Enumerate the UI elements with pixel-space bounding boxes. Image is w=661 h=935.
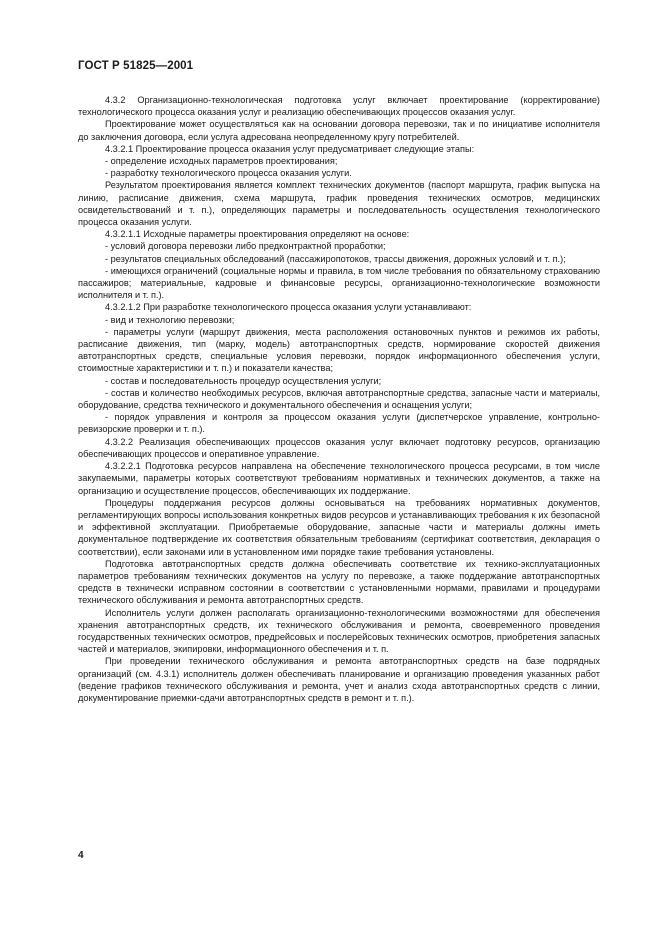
paragraph-4-3-2-2: 4.3.2.2 Реализация обеспечивающих процессов оказания услуг включает подготовку ресурсов, организацию обеспечивающих процессов и оперативное управление.: [78, 436, 600, 459]
list-item: - результатов специальных обследований (пассажиропотоков, трассы движения, дорожных условий и т. п.);: [105, 253, 566, 264]
paragraph: Исполнитель услуги должен располагать организационно-технологическими возможностями для обеспечения хранения автотранспортных средств, их технического обслуживания и ремонта, своевременного проведения государственных технических осмотров, предрейсовых и послерейсовых технических осмотров, приобретения запасных частей и материалов, экипировки, информационного обеспечения и т. п.: [78, 607, 600, 655]
paragraph: При проведении технического обслуживания и ремонта автотранспортных средств на базе подрядных организаций (см. 4.3.1) исполнитель должен обеспечивать планирование и организацию проведения указанных работ (ведение графиков технического обслуживания и ремонта, учет и анализ схода автотранспортных средств с линии, документирование приемки-сдачи автотранспортных средств в ремонт и т. п.).: [78, 656, 600, 703]
paragraph-4-3-2: 4.3.2 Организационно-технологическая подготовка услуг включает проектирование (корректирование) технологического процесса оказания услуг и реализацию обеспечивающих процессов оказания услуг.: [78, 95, 600, 118]
list-item: - условий договора перевозки либо предконтрактной проработки;: [105, 241, 386, 252]
document-body: [78, 94, 600, 704]
paragraph: Подготовка автотранспортных средств должна обеспечивать соответствие их технико-эксплуатационных параметров требованиям технических документов на услугу по перевозке, а также поддержание автотранспортных средств в технически исправном состоянии в соответствии с установленными нормами, правилами и процедурами технического обслуживания и ремонта автотранспортных средств.: [78, 558, 600, 606]
list-item: - параметры услуги (маршрут движения, места расположения остановочных пунктов и режимов их работы, расписание движения, тип (марку, модель) автотранспортных средств, нормирование скоростей движения автотранспортных средств, специальные условия перевозки, порядок информационного обеспечения услуги, стоимостные характеристики и т. п.) и показатели качества;: [78, 326, 600, 374]
list-item: - разработку технологического процесса оказания услуги.: [105, 168, 352, 179]
document-header: ГОСТ Р 51825—2001: [78, 60, 194, 72]
paragraph: Процедуры поддержания ресурсов должны основываться на требованиях нормативных документов, регламентирующих вопросы использования конкретных видов ресурсов и устанавливающих требования к их безопасной и эффективной эксплуатации. Приобретаемые оборудование, запасные части и материалы должны иметь документальное подтверждение их соответствия обязательным требованиям (сертификат соответствия, декларация о соответствии), если законами или в установленном ими порядке такие требования установлены.: [78, 497, 600, 557]
paragraph-4-3-2-2-1: 4.3.2.2.1 Подготовка ресурсов направлена на обеспечение технологического процесса ресурсами, в том числе закупаемыми, параметры которых соответствуют требованиям нормативных и технических документов, а также на организацию и осуществление процессов, обеспечивающих их поддержание.: [78, 461, 600, 496]
paragraph-4-3-2-1: 4.3.2.1 Проектирование процесса оказания услуг предусматривает следующие этапы:: [105, 143, 475, 154]
list-item: - вид и технологию перевозки;: [105, 314, 235, 325]
list-item: - имеющихся ограничений (социальные нормы и правила, в том числе требования по обязательному страхованию пассажиров; материальные, кадровые и финансовые ресурсы, организационно-технологические возможности исполнителя и т. п.).: [78, 265, 600, 301]
list-item: - состав и последовательность процедур осуществления услуги;: [105, 375, 382, 386]
list-item: - состав и количество необходимых ресурсов, включая автотранспортные средства, запасные части и материалы, оборудование, средства технического и документального обеспечения и оснащения услуги;: [78, 387, 600, 411]
paragraph-4-3-2-1-1: 4.3.2.1.1 Исходные параметры проектирования определяют на основе:: [105, 229, 410, 240]
list-item: - порядок управления и контроля за процессом оказания услуги (диспетчерское управление, контрольно-ревизорские проверки и т. п.).: [78, 412, 600, 435]
paragraph: Результатом проектирования является комплект технических документов (паспорт маршрута, график выпуска на линию, расписание движения, схема маршрута, график проведения технических осмотров, медицинских освидетельствований и т. п.), определяющих параметры и последовательность осуществления технологического процесса оказания услуги.: [78, 180, 600, 228]
list-item: - определение исходных параметров проектирования;: [105, 156, 338, 167]
paragraph: Проектирование может осуществляться как на основании договора перевозки, так и по инициативе исполнителя до заключения договора, если услуга адресована неопределенному кругу потребителей.: [78, 119, 600, 142]
paragraph-4-3-2-1-2: 4.3.2.1.2 При разработке технологического процесса оказания услуги устанавливают:: [105, 302, 472, 313]
page-number: 4: [78, 850, 84, 861]
